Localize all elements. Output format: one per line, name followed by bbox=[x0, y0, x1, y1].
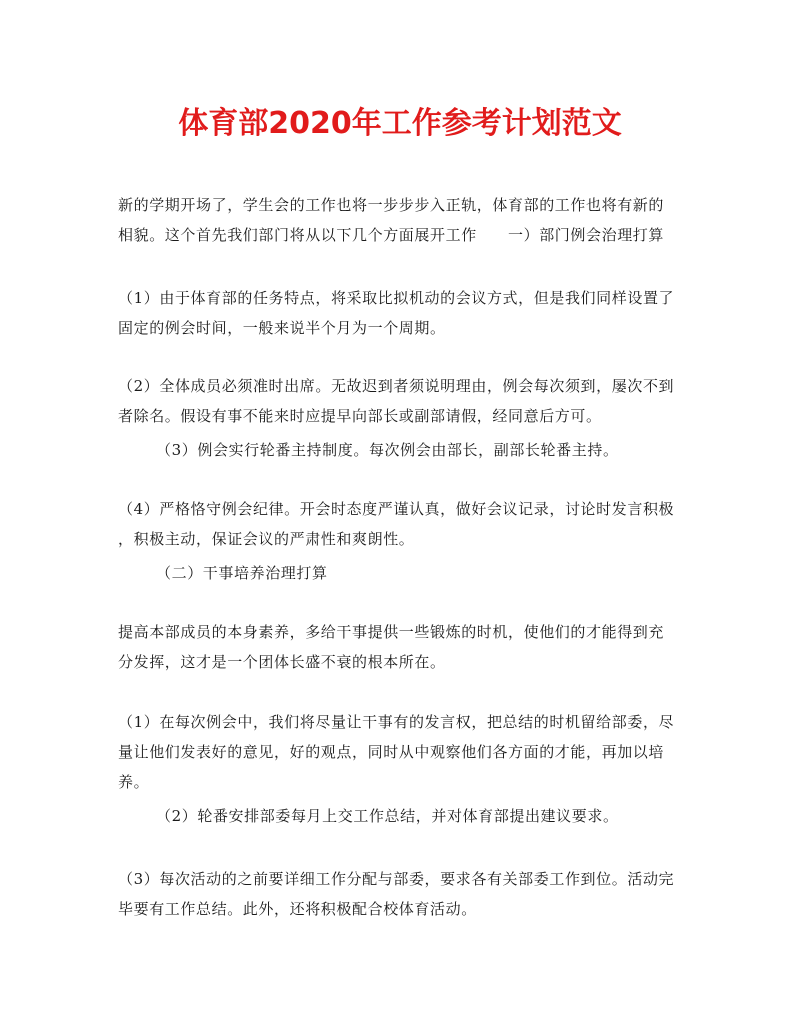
paragraph-line: （1）在每次例会中，我们将尽量让干事有的发言权，把总结的时机留给部委，尽 bbox=[118, 713, 675, 731]
paragraph-line: （1）由于体育部的任务特点，将采取比拟机动的会议方式，但是我们同样设置了 bbox=[118, 289, 675, 307]
paragraph-cadre-item-2 bbox=[118, 801, 722, 831]
paragraph-line: 固定的例会时间，一般来说半个月为一个周期。 bbox=[118, 319, 446, 337]
document-title: 体育部2020年工作参考计划范文 bbox=[178, 106, 622, 141]
paragraph-line: （2）全体成员必须准时出席。无故迟到者须说明理由，例会每次须到，屡次不到 bbox=[118, 377, 675, 395]
paragraph-line: 毕要有工作总结。此外，还将积极配合校体育活动。 bbox=[118, 900, 477, 918]
section-heading-2 bbox=[118, 558, 722, 588]
paragraph-line: ，积极主动，保证会议的严肃性和爽朗性。 bbox=[118, 530, 415, 548]
paragraph-line: 新的学期开场了，学生会的工作也将一步步步入正轨，体育部的工作也将有新的 bbox=[118, 196, 665, 214]
paragraph-line: （2）轮番安排部委每月上交工作总结，并对体育部提出建议要求。 bbox=[156, 807, 619, 825]
paragraph-item-1 bbox=[118, 283, 684, 343]
paragraph-line: （二）干事培养治理打算 bbox=[156, 564, 328, 582]
paragraph-line: 分发挥，这才是一个团体长盛不衰的根本所在。 bbox=[118, 653, 446, 671]
paragraph-cadre-item-1 bbox=[118, 707, 684, 797]
paragraph-line: 养。 bbox=[118, 773, 150, 791]
paragraph-line: （3）例会实行轮番主持制度。每次例会由部长，副部长轮番主持。 bbox=[156, 441, 619, 459]
paragraph-line: 提高本部成员的本身素养，多给干事提供一些锻炼的时机，使他们的才能得到充 bbox=[118, 623, 665, 641]
paragraph-line: （3）每次活动的之前要详细工作分配与部委，要求各有关部委工作到位。活动完 bbox=[118, 870, 675, 888]
paragraph-cadre-intro bbox=[118, 617, 684, 677]
paragraph-line: 相貌。这个首先我们部门将从以下几个方面展开工作 一）部门例会治理打算 bbox=[118, 226, 665, 244]
paragraph-cadre-item-3 bbox=[118, 864, 684, 924]
paragraph-line: （4）严格恪守例会纪律。开会时态度严谨认真，做好会议记录，讨论时发言积极 bbox=[118, 500, 675, 518]
paragraph-line: 量让他们发表好的意见，好的观点，同时从中观察他们各方面的才能，再加以培 bbox=[118, 743, 665, 761]
paragraph-line: 者除名。假设有事不能来时应提早向部长或副部请假，经同意后方可。 bbox=[118, 407, 602, 425]
paragraph-item-4 bbox=[118, 494, 684, 554]
paragraph-item-2 bbox=[118, 371, 684, 431]
paragraph-intro bbox=[118, 190, 684, 250]
paragraph-item-3 bbox=[118, 435, 722, 465]
